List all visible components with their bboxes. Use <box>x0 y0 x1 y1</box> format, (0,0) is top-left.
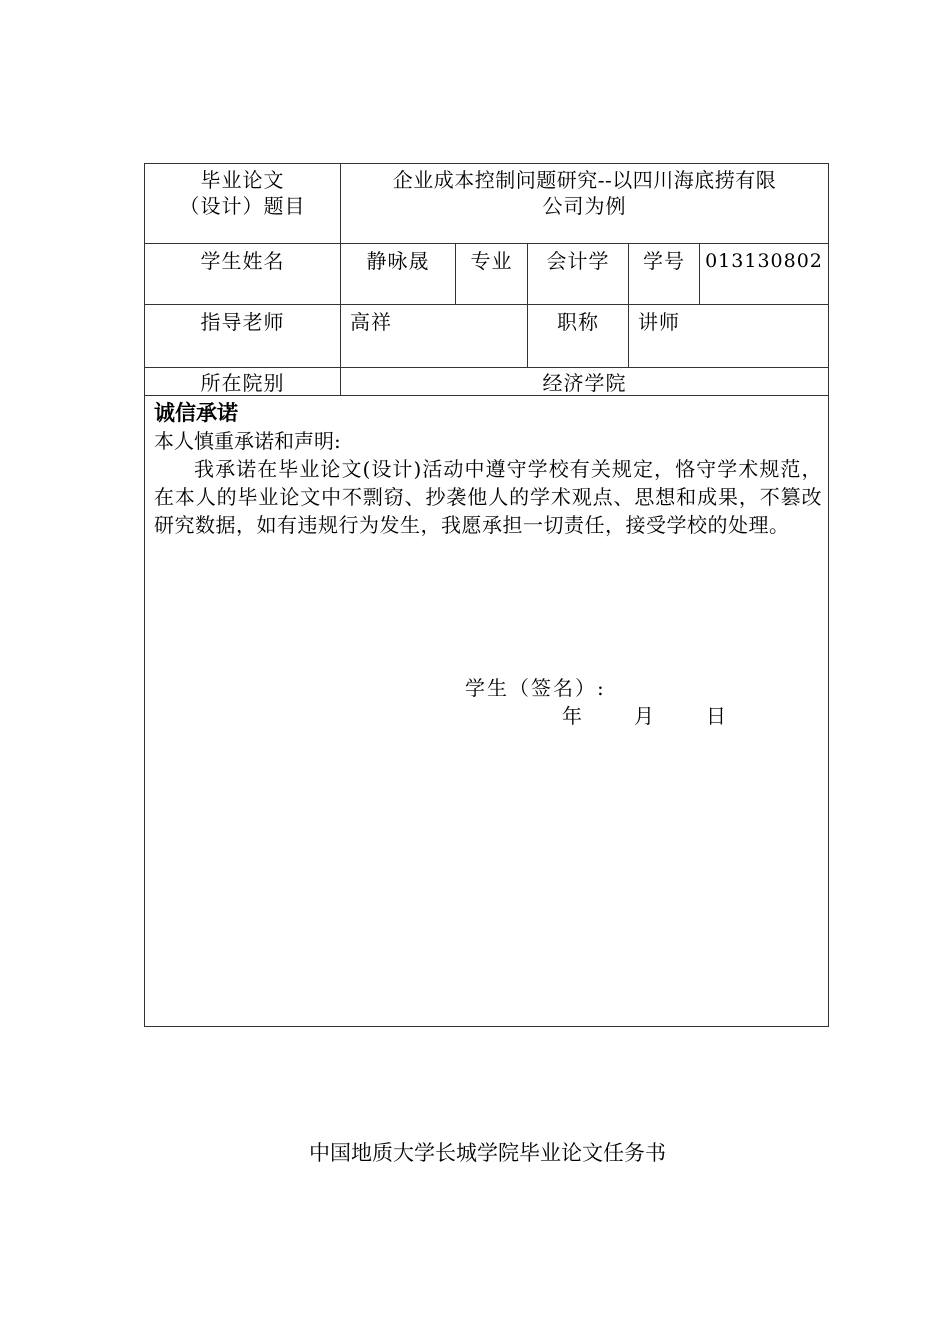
department-value: 经济学院 <box>542 371 627 395</box>
integrity-pledge <box>154 399 822 539</box>
date-year-label: 年 <box>562 704 582 728</box>
signature-label: 学生（签名）: <box>465 676 606 700</box>
pledge-heading: 诚信承诺 <box>154 401 238 425</box>
title-label: 职称 <box>557 310 599 334</box>
thesis-title-label-line1: 毕业论文 <box>200 168 285 192</box>
thesis-title-value-line2: 公司为例 <box>542 194 627 218</box>
major-value: 会计学 <box>546 249 610 273</box>
table-border-bottom <box>144 1026 829 1027</box>
student-id-label: 学号 <box>643 249 685 273</box>
major-label: 专业 <box>470 249 513 273</box>
table-row-divider <box>144 243 829 244</box>
thesis-title-value <box>341 167 828 219</box>
task-book-title: 中国地质大学长城学院毕业论文任务书 <box>309 1141 666 1165</box>
student-name-label: 学生姓名 <box>200 249 285 273</box>
advisor-value: 高祥 <box>350 310 392 334</box>
pledge-body: 我承诺在毕业论文(设计)活动中遵守学校有关规定，恪守学术规范，在本人的毕业论文中不剽窃、抄袭他人的学术观点、思想和成果，不篡改研究数据，如有违规行为发生，我愿承担一切责任，接受学校的处理。 <box>154 457 822 537</box>
table-border-right <box>828 163 829 1027</box>
thesis-title-label-line2: （设计）题目 <box>179 194 306 218</box>
student-id-value: 013130802 <box>705 250 823 272</box>
thesis-title-label <box>145 167 340 219</box>
title-value: 讲师 <box>638 310 680 334</box>
table-row-divider <box>144 304 829 305</box>
date-month-label: 月 <box>634 704 654 728</box>
thesis-title-value-line1: 企业成本控制问题研究--以四川海底捞有限 <box>392 168 777 192</box>
table-row-divider <box>144 367 829 368</box>
pledge-intro: 本人慎重承诺和声明: <box>154 429 341 453</box>
table-border-top <box>144 163 829 164</box>
date-day-label: 日 <box>706 704 726 728</box>
department-label: 所在院别 <box>200 371 285 395</box>
advisor-label: 指导老师 <box>200 310 285 334</box>
student-name-value: 静咏晟 <box>366 249 430 273</box>
table-border-left <box>144 163 145 1027</box>
